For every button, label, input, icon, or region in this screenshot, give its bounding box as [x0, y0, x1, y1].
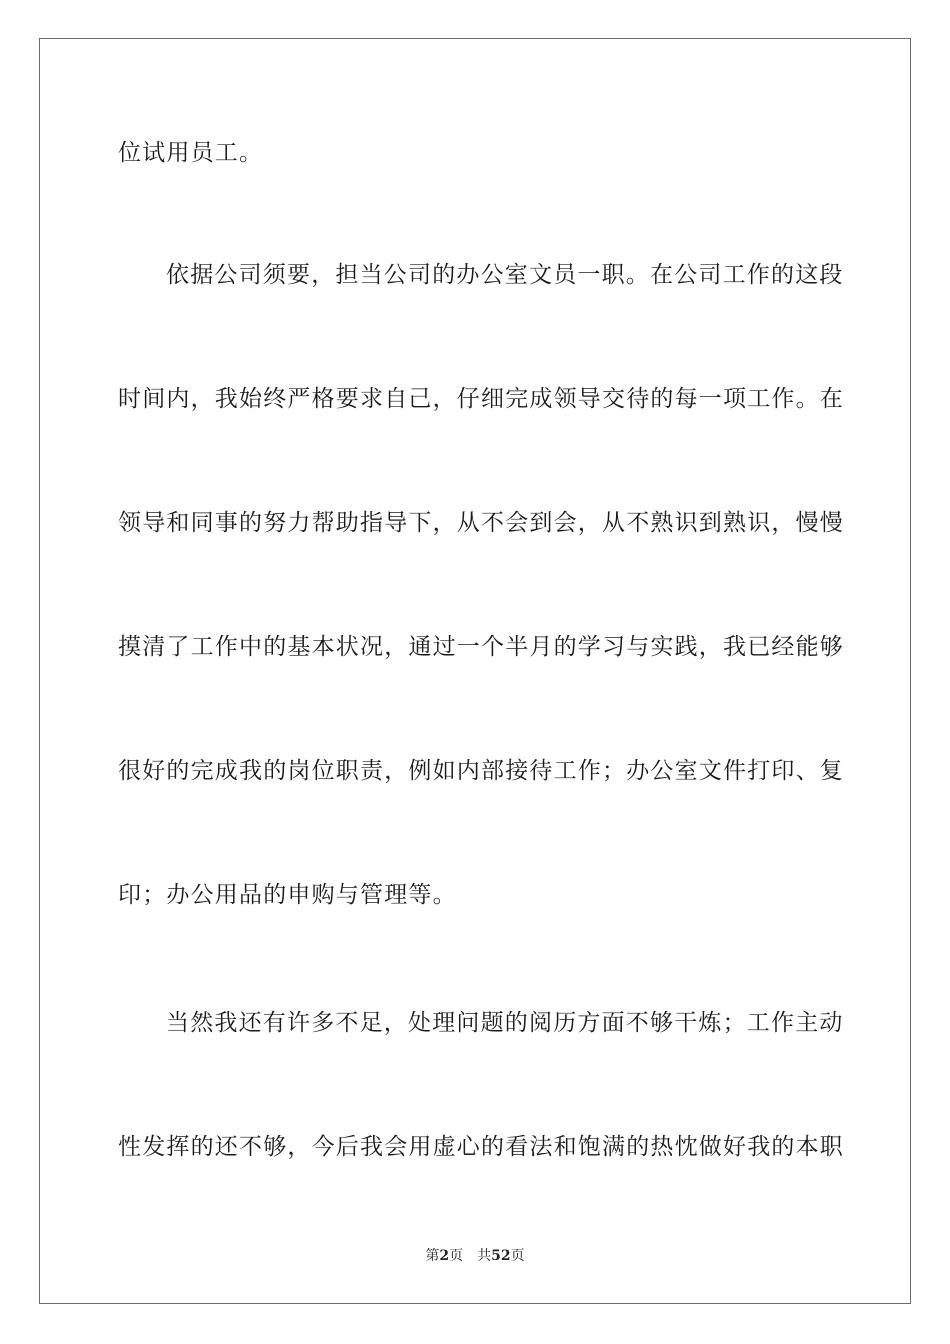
total-suffix: 页: [510, 1248, 525, 1264]
text-line-5: 摸清了工作中的基本状况，通过一个半月的学习与实践，我已经能够: [118, 634, 844, 660]
text-line-6: 很好的完成我的岗位职责，例如内部接待工作；办公室文件打印、复: [118, 758, 844, 784]
total-prefix: 共: [477, 1248, 492, 1264]
page-border: [39, 38, 911, 1304]
text-line-9: 性发挥的还不够，今后我会用虚心的看法和饱满的热忱做好我的本职: [118, 1134, 844, 1160]
page-number: 2: [439, 1248, 450, 1264]
page-footer: [0, 1246, 950, 1266]
text-line-2: 依据公司须要，担当公司的办公室文员一职。在公司工作的这段: [166, 262, 844, 288]
text-line-8: 当然我还有许多不足，处理问题的阅历方面不够干炼；工作主动: [166, 1010, 844, 1036]
text-line-7: 印；办公用品的申购与管理等。: [118, 882, 457, 908]
text-line-1: 位试用员工。: [118, 140, 264, 166]
page-prefix: 第: [425, 1248, 440, 1264]
total-pages: 52: [491, 1248, 511, 1264]
text-line-4: 领导和同事的努力帮助指导下，从不会到会，从不熟识到熟识，慢慢: [118, 510, 844, 536]
text-line-3: 时间内，我始终严格要求自己，仔细完成领导交待的每一项工作。在: [118, 386, 844, 412]
page-suffix: 页: [449, 1248, 464, 1264]
